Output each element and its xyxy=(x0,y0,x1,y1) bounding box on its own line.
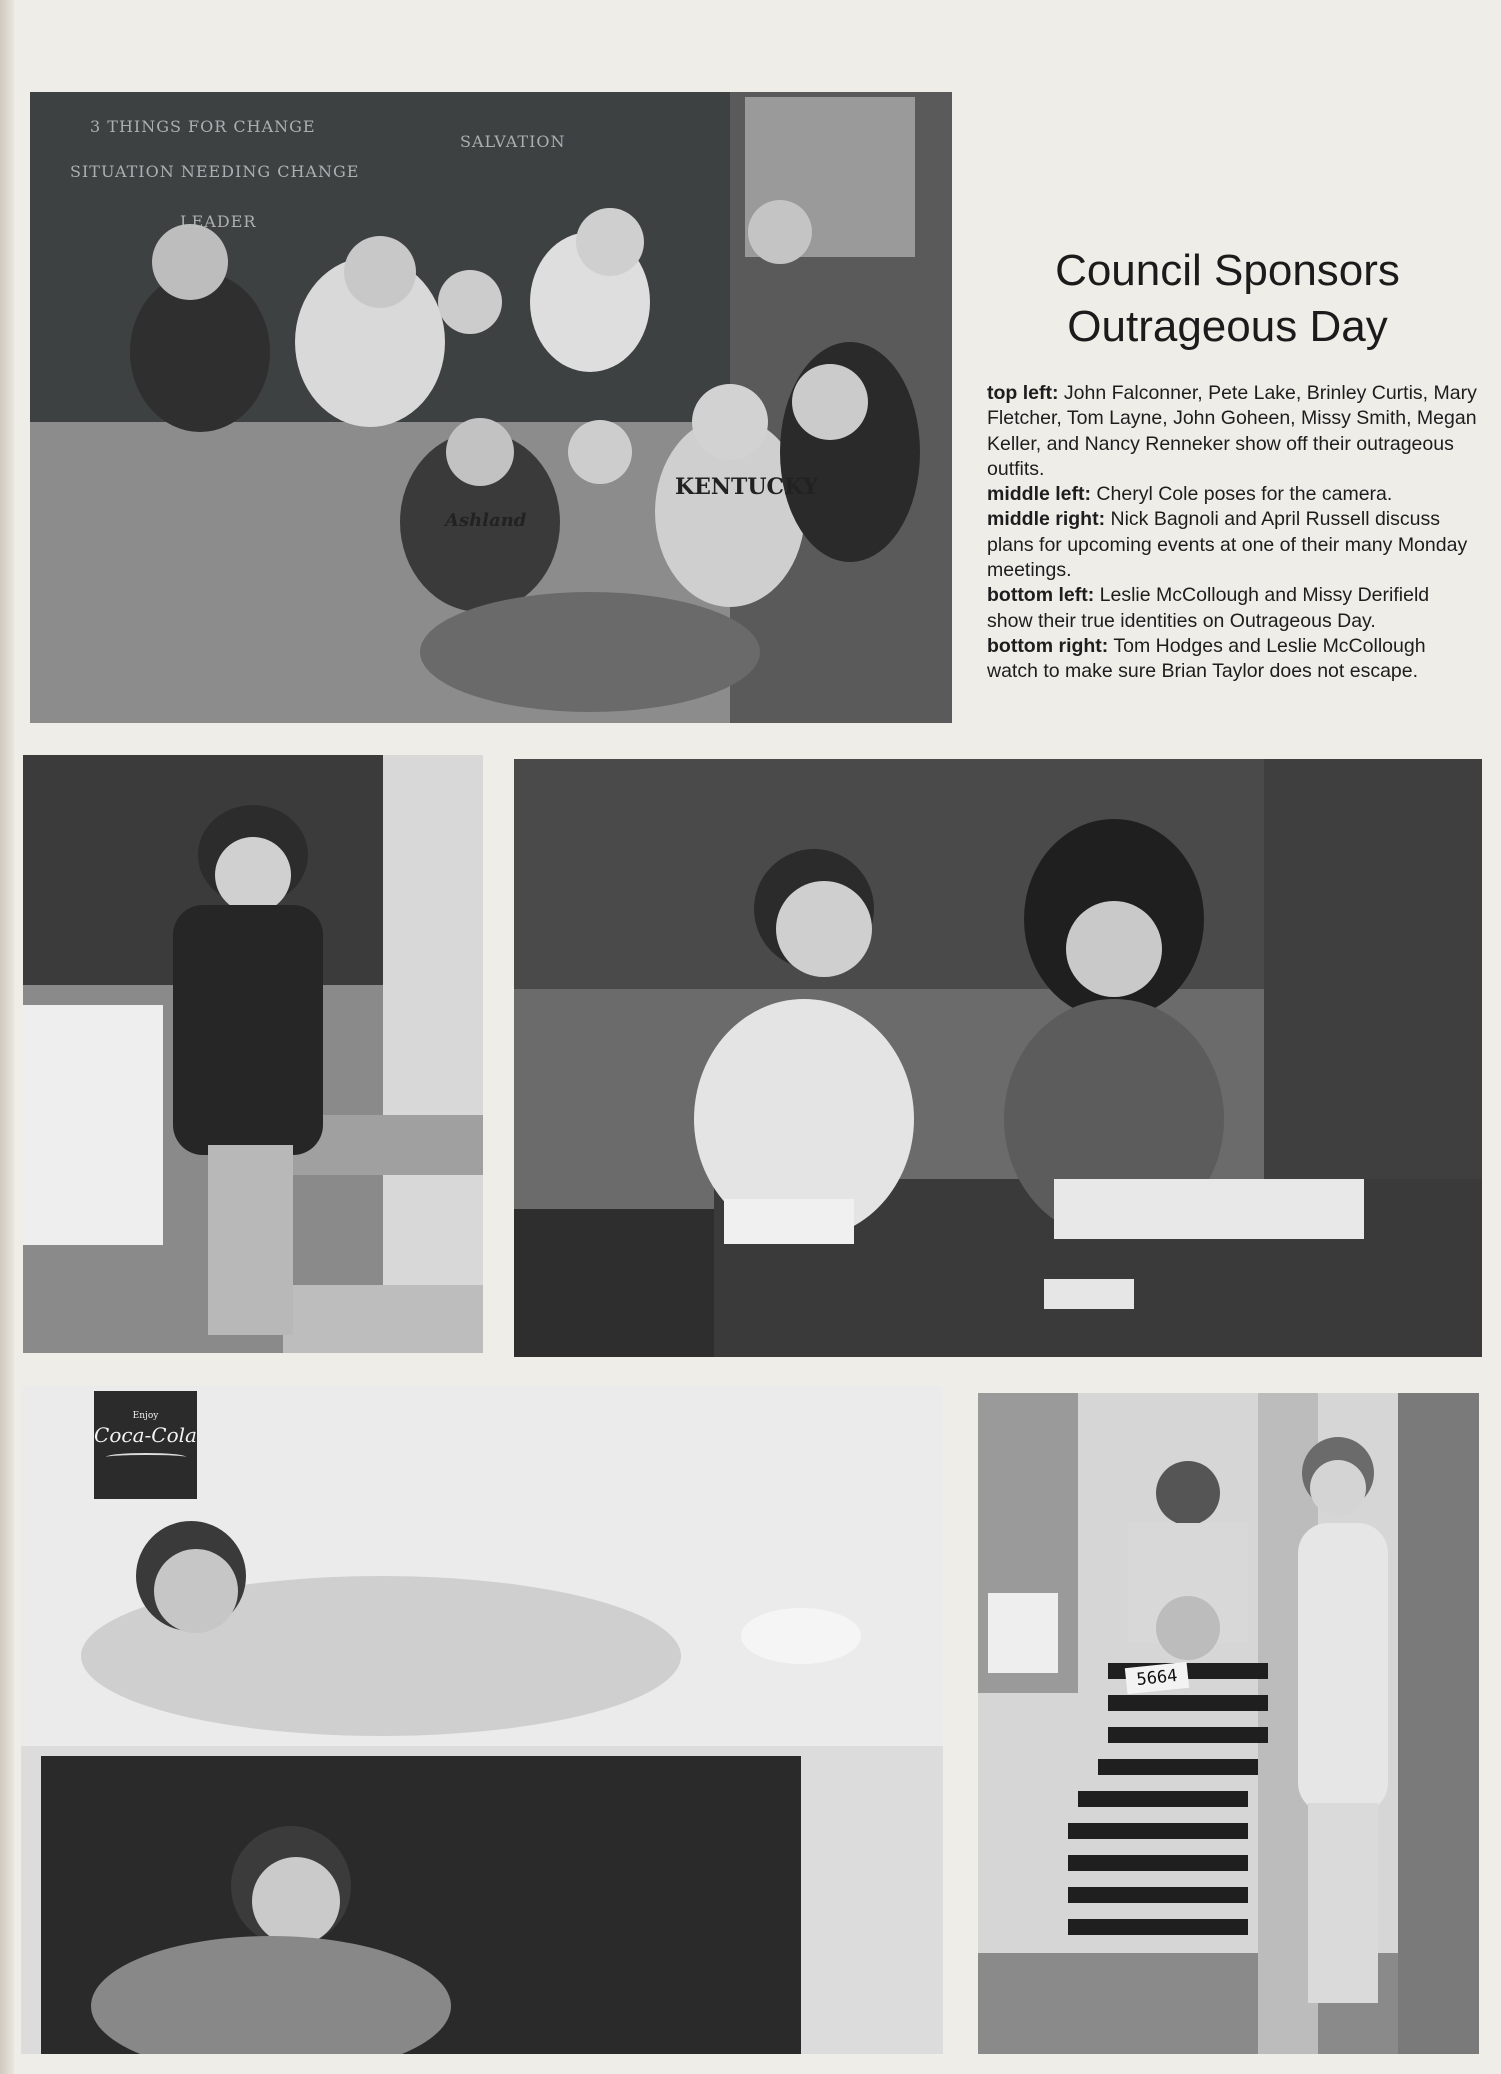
headline-line-1: Council Sponsors xyxy=(1055,246,1400,295)
caption-text: Tom Hodges and Leslie McCollough watch to make sure Brian Taylor does not escape. xyxy=(987,634,1426,683)
photo-top-left-image xyxy=(30,92,952,723)
chalkboard-text-4: LEADER xyxy=(180,212,257,231)
photo-bottom-right-prisoner xyxy=(978,1393,1479,2054)
caption-middle-right xyxy=(987,507,1477,583)
shirt-text-ashland: Ashland xyxy=(445,510,527,531)
caption-bottom-left xyxy=(987,583,1477,634)
page-headline xyxy=(975,243,1480,355)
caption-text: Nick Bagnoli and April Russell discuss plans for upcoming events at one of their many Monday meetings. xyxy=(987,508,1468,582)
chalkboard-text-1: 3 THINGS FOR CHANGE xyxy=(90,117,316,136)
caption-middle-left xyxy=(987,482,1477,507)
photo-middle-right-image xyxy=(514,759,1482,1357)
photo-top-left-group xyxy=(30,92,952,723)
coke-brand-text: Coca-Cola xyxy=(94,1423,197,1447)
coke-enjoy-text: Enjoy xyxy=(132,1411,159,1421)
caption-label: bottom right: xyxy=(987,634,1109,657)
caption-text: John Falconner, Pete Lake, Brinley Curtis, Mary Fletcher, Tom Layne, John Goheen, Missy Smith, Megan Keller, and Nancy Renneker show off their outrageous outfits. xyxy=(987,382,1477,480)
photo-bottom-right-image xyxy=(978,1393,1479,2054)
caption-label: top left: xyxy=(987,382,1059,404)
prisoner-number-card: 5664 xyxy=(1125,1662,1189,1694)
coca-cola-sign xyxy=(94,1391,197,1499)
photo-middle-left-image xyxy=(23,755,483,1353)
page-binding-edge xyxy=(0,0,14,2074)
caption-label: bottom left: xyxy=(987,584,1095,607)
caption-bottom-right xyxy=(987,634,1477,685)
photo-middle-left-portrait xyxy=(23,755,483,1353)
caption-label: middle left: xyxy=(987,483,1092,506)
caption-label: middle right: xyxy=(987,508,1106,531)
caption-text: Leslie McCollough and Missy Derifield show their true identities on Outrageous Day. xyxy=(987,584,1430,632)
coke-wave-icon xyxy=(106,1453,186,1461)
headline-line-2: Outrageous Day xyxy=(1067,302,1388,351)
chalkboard-text-3: SALVATION xyxy=(460,132,566,151)
caption-top-left xyxy=(987,381,1477,482)
chalkboard-text-2: SITUATION NEEDING CHANGE xyxy=(70,162,360,181)
photo-captions xyxy=(987,381,1477,685)
shirt-text-kentucky: KENTUCKY xyxy=(675,474,819,500)
photo-bottom-left-piano xyxy=(21,1386,943,2054)
caption-text: Cheryl Cole poses for the camera. xyxy=(1091,483,1393,506)
photo-middle-right-library xyxy=(514,759,1482,1357)
